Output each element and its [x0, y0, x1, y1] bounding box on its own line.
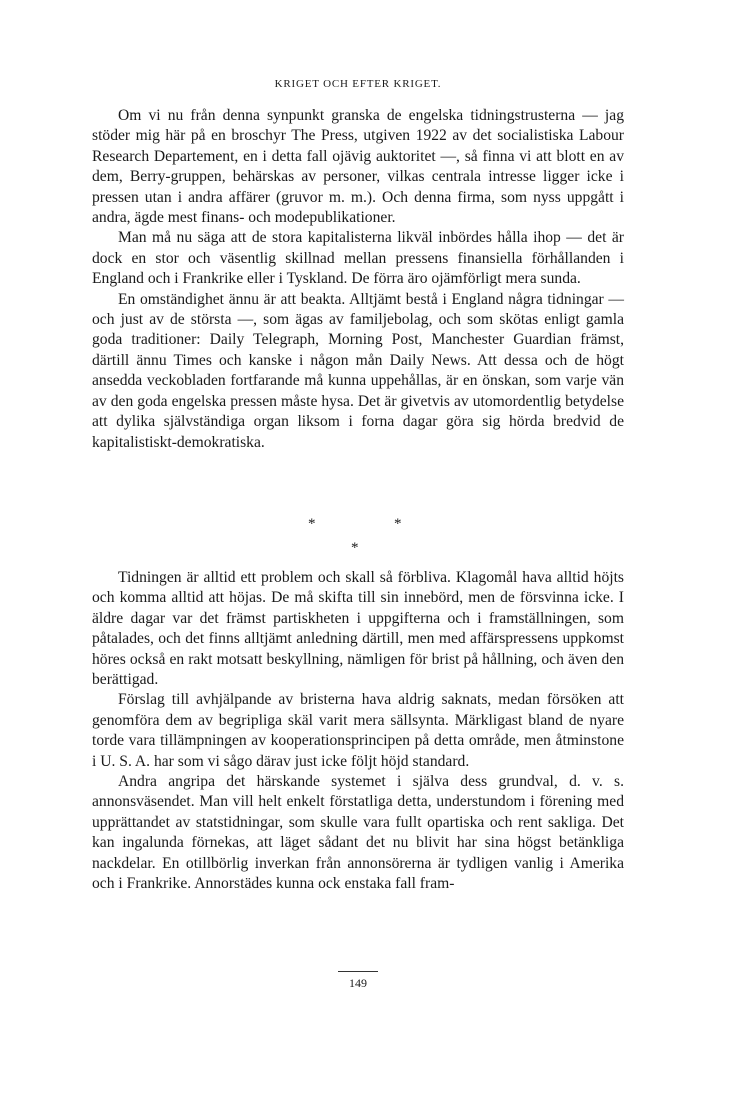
paragraph: Tidningen är alltid ett problem och skall så förbliva. Klagomål hava alltid höjts och komma alltid att höjas. De må skifta till sin innebörd, men de försvinna icke. I äldre dagar var det främst partiskheten i uppgifterna och i framställningen, som påtalades, och det finns alltjämt anledning därtill, men med affärspressens uppkomst höres också en rakt motsatt beskyllning, nämligen för brist på hållning, och även den berättigad.: [92, 569, 624, 689]
paragraph: En omständighet ännu är att beakta. Alltjämt bestå i England några tidningar — och just av de största —, som ägas av familjebolag, och som skötas enligt gamla goda traditioner: Daily Telegraph, Morning Post, Manchester Guardian främst, därtill ännu Times och kanske i någon mån Daily News. Att dessa och de högt ansedda veckobladen fortfarande må kunna uppehållas, är en önskan, som varje vän av den goda engelska pressen måste hysa. Det är givetvis av utomordentlig betydelse att dylika självständiga organ liksom i forna dagar göra sig hörda bredvid de kapitalistiskt-demokratiska.: [92, 290, 624, 451]
asterisk: *: [308, 516, 316, 532]
paragraph: Förslag till avhjälpande av bristerna hava aldrig saknats, medan försöken att genomföra dem av begripliga skäl varit mera sällsynta. Märkligast bland de nyare torde vara tillämpningen av kooperationsprincipen på detta område, men åtminstone i U. S. A. har som vi sågo därav just icke följt höjd standard.: [92, 691, 624, 770]
page-number-rule: [338, 971, 378, 972]
section-1: [92, 106, 624, 453]
running-head: KRIGET OCH EFTER KRIGET.: [274, 78, 442, 90]
paragraph: Man må nu säga att de stora kapitalisterna likväl inbördes hålla ihop — det är dock en stor och väsentlig skillnad mellan pressens finansiella förhållanden i England och i Frankrike eller i Tyskland. De förra äro ojämförligt mera sunda.: [92, 229, 624, 288]
page-number-block: [92, 971, 624, 991]
section-2: [92, 568, 624, 895]
asterisk: *: [394, 516, 402, 532]
book-page: [92, 0, 624, 1107]
paragraph: Om vi nu från denna synpunkt granska de engelska tidningstrusterna — jag stöder mig här på en broschyr The Press, utgiven 1922 av det socialistiska Labour Research Departement, en i detta fall ojävig auktoritet —, så finna vi att blott en av dem, Berry-gruppen, behärskas av personer, vilkas centrala intresse ligger icke i pressen utan i andra affärer (gruvor m. m.). Och denna firma, som nyss uppgått i andra, ägde mest finans- och modepublikationer.: [92, 107, 624, 227]
asterisk: *: [351, 540, 359, 556]
section-separator: [92, 516, 624, 566]
page-number: 149: [349, 976, 367, 990]
paragraph: Andra angripa det härskande systemet i själva dess grundval, d. v. s. annonsväsendet. Man vill helt enkelt förstatliga detta, understundom i förening med upprättandet av statstidningar, som skulle vara fullt opartiska och rent sakliga. Det kan ingalunda förnekas, att läget sådant det nu blivit har sina högst betänkliga nackdelar. En otillbörlig inverkan från annonsörerna är tydligen vanlig i Amerika och i Frankrike. Annorstädes kunna ock enstaka fall fram-: [92, 773, 624, 893]
